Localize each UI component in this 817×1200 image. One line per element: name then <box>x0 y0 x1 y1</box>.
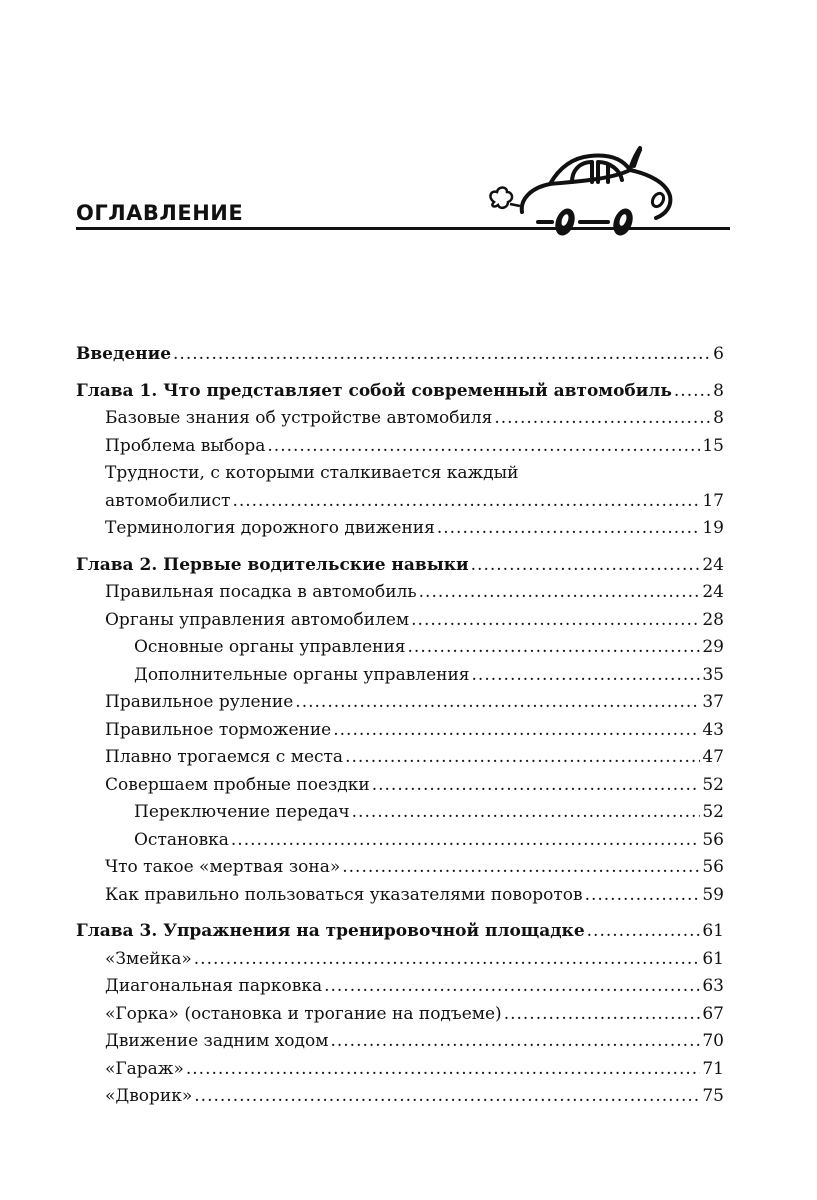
toc-entry-page: 8 <box>713 380 724 401</box>
toc-entry-page: 61 <box>702 948 724 969</box>
toc-entry-page: 56 <box>702 857 724 877</box>
dot-leader <box>330 1028 700 1056</box>
toc-entry-title: Глава 1. Что представляет собой современный автомобиль <box>76 380 672 401</box>
toc-entry[interactable] <box>76 1001 724 1029</box>
toc-entry-page: 59 <box>702 884 724 905</box>
dot-leader <box>494 405 711 433</box>
toc-entry[interactable] <box>76 854 724 882</box>
dot-leader <box>267 433 700 461</box>
toc-entry[interactable] <box>76 405 724 433</box>
toc-entry[interactable] <box>76 341 724 369</box>
toc-entry-page: 71 <box>702 1058 724 1079</box>
toc-entry[interactable] <box>76 946 724 974</box>
toc-entry-page: 67 <box>702 1003 724 1024</box>
page-title: ОГЛАВЛЕНИЕ <box>76 201 244 225</box>
dot-leader <box>186 1056 701 1084</box>
toc-entry-page: 37 <box>702 692 724 712</box>
dot-leader <box>437 515 701 543</box>
toc-entry[interactable] <box>76 579 724 607</box>
toc-entry-title: Введение <box>76 344 172 364</box>
dot-leader <box>408 634 701 662</box>
toc-entry-title: «Гараж» <box>105 1058 184 1079</box>
toc-entry-page: 61 <box>702 921 724 941</box>
toc-entry-title: Правильная посадка в автомобиль <box>105 582 417 602</box>
toc-entry-page: 19 <box>702 518 724 538</box>
toc-entry-page: 56 <box>702 829 724 850</box>
table-of-contents <box>76 341 724 1111</box>
toc-entry-page: 15 <box>702 435 724 456</box>
toc-entry-title-line1: Трудности, с которыми сталкивается каждый <box>105 463 519 483</box>
toc-entry[interactable] <box>76 973 724 1001</box>
toc-chapter[interactable] <box>76 918 724 946</box>
toc-entry[interactable] <box>76 772 724 800</box>
toc-entry-title: «Змейка» <box>105 948 192 969</box>
dot-leader <box>194 946 701 974</box>
dot-leader <box>674 378 711 406</box>
dot-leader <box>231 827 700 855</box>
dot-leader <box>372 772 701 800</box>
toc-entry-page: 70 <box>702 1031 724 1051</box>
toc-entry-title: Глава 3. Упражнения на тренировочной площадке <box>76 921 585 941</box>
toc-entry[interactable] <box>76 634 724 662</box>
toc-entry-page: 52 <box>702 774 724 795</box>
toc-entry-page: 43 <box>702 719 724 740</box>
toc-entry[interactable] <box>76 607 724 635</box>
dot-leader <box>173 341 711 369</box>
dot-leader <box>504 1001 701 1029</box>
toc-entry-title: Как правильно пользоваться указателями поворотов <box>105 884 583 905</box>
dot-leader <box>587 918 701 946</box>
toc-entry-title: Глава 2. Первые водительские навыки <box>76 554 469 575</box>
dot-leader <box>419 579 701 607</box>
toc-entry-title: Терминология дорожного движения <box>105 518 435 538</box>
toc-entry-page: 24 <box>702 582 724 602</box>
toc-entry-title: Основные органы управления <box>134 637 406 657</box>
dot-leader <box>295 689 700 717</box>
toc-entry[interactable] <box>76 882 724 910</box>
toc-entry-title: Совершаем пробные поездки <box>105 774 370 795</box>
toc-entry-page: 47 <box>702 747 724 767</box>
toc-entry-page: 29 <box>702 637 724 657</box>
dot-leader <box>472 662 701 690</box>
toc-entry-title: Диагональная парковка <box>105 976 323 996</box>
toc-entry-page: 28 <box>702 609 724 630</box>
toc-entry-page: 6 <box>713 344 724 364</box>
dot-leader <box>471 552 701 580</box>
toc-entry[interactable] <box>76 827 724 855</box>
toc-entry[interactable] <box>76 460 724 515</box>
toc-entry-page: 24 <box>702 554 724 575</box>
dot-leader <box>342 854 700 882</box>
toc-entry[interactable] <box>76 1028 724 1056</box>
toc-entry[interactable] <box>76 515 724 543</box>
dot-leader <box>194 1083 700 1111</box>
toc-entry-page: 63 <box>702 976 724 996</box>
dot-leader <box>411 607 700 635</box>
toc-entry[interactable] <box>76 1056 724 1084</box>
toc-entry-title: Остановка <box>134 829 229 850</box>
toc-entry-page: 8 <box>713 408 724 428</box>
toc-entry-page: 75 <box>702 1086 724 1106</box>
toc-chapter[interactable] <box>76 378 724 406</box>
toc-entry-title: Проблема выбора <box>105 435 266 456</box>
dot-leader <box>585 882 701 910</box>
toc-entry[interactable] <box>76 433 724 461</box>
dot-leader <box>232 488 700 516</box>
dot-leader <box>333 717 700 745</box>
toc-entry-title: Базовые знания об устройстве автомобиля <box>105 408 493 428</box>
header-rule <box>76 227 730 230</box>
toc-entry-title: Правильное руление <box>105 692 294 712</box>
toc-entry-title: Органы управления автомобилем <box>105 609 410 630</box>
toc-entry-title: Что такое «мертвая зона» <box>105 857 341 877</box>
toc-entry-title: «Горка» (остановка и трогание на подъеме) <box>105 1003 502 1024</box>
dot-leader <box>345 744 700 772</box>
toc-chapter[interactable] <box>76 552 724 580</box>
toc-entry-title: «Дворик» <box>105 1086 193 1106</box>
toc-entry[interactable] <box>76 1083 724 1111</box>
toc-entry-title: Правильное торможение <box>105 719 332 740</box>
toc-entry[interactable] <box>76 744 724 772</box>
toc-entry-title: Переключение передач <box>134 802 350 822</box>
toc-entry-title: Движение задним ходом <box>105 1031 329 1051</box>
toc-entry-title: Плавно трогаемся с места <box>105 747 344 767</box>
toc-entry[interactable] <box>76 689 724 717</box>
toc-entry-title: Дополнительные органы управления <box>134 664 470 685</box>
toc-entry[interactable] <box>76 799 724 827</box>
toc-entry-page: 35 <box>702 664 724 685</box>
toc-entry-page: 52 <box>702 802 724 822</box>
toc-entry[interactable] <box>76 662 724 690</box>
dot-leader <box>324 973 700 1001</box>
toc-entry[interactable] <box>76 717 724 745</box>
dot-leader <box>352 799 701 827</box>
toc-entry-page: 17 <box>702 490 724 511</box>
toc-entry-title-line2: автомобилист <box>105 490 231 511</box>
